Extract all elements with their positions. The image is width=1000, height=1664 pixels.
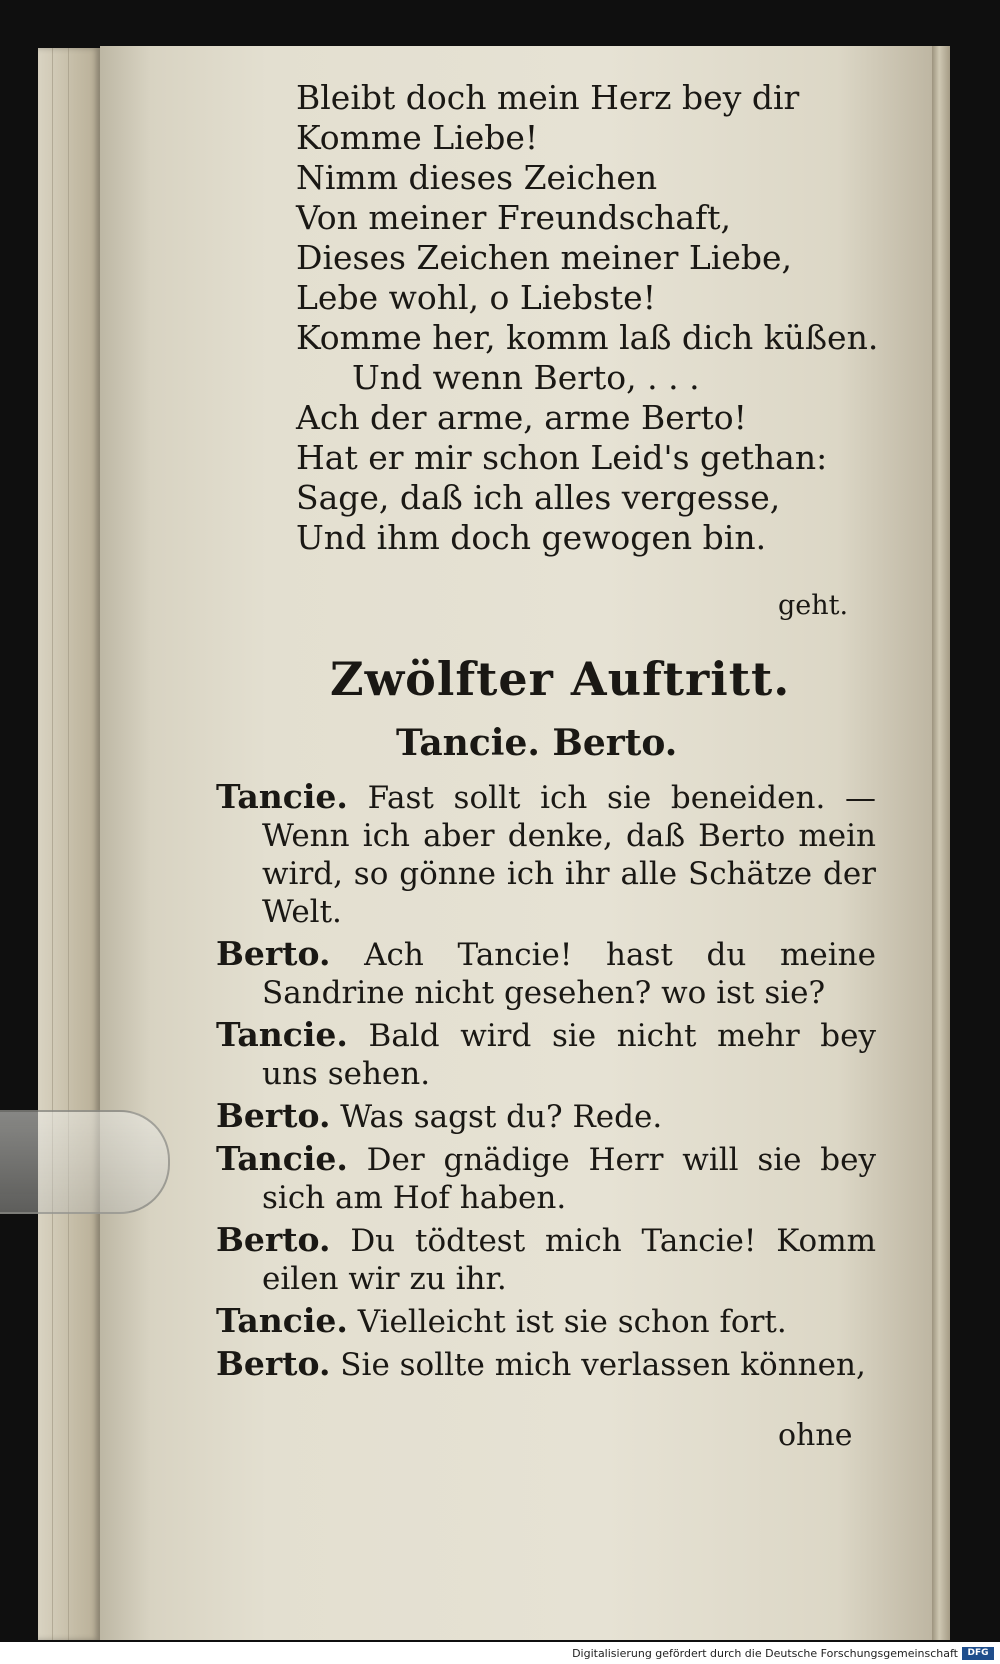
dfg-logo: DFG	[962, 1647, 994, 1660]
speech-text: Du tödtest mich Tancie! Komm eilen wir zu ihr.	[262, 1223, 877, 1297]
poem-line: Komme her, komm laß dich küßen.	[296, 318, 879, 357]
speaker-name: Tancie.	[216, 777, 348, 816]
poem-line: Von meiner Freundschaft,	[296, 198, 731, 237]
poem-line: Ach der arme, arme Berto!	[296, 398, 747, 437]
speech	[216, 1302, 876, 1341]
poem-line: Und wenn Berto, . . .	[352, 358, 700, 397]
speaker-name: Berto.	[216, 934, 331, 973]
speaker-name: Tancie.	[216, 1301, 348, 1340]
speaker-name: Berto.	[216, 1344, 331, 1383]
dialogue	[216, 778, 876, 1388]
speech-text: Sie sollte mich verlassen können,	[340, 1347, 866, 1383]
scene-heading: Zwölfter Auftritt.	[330, 652, 791, 706]
poem-line: Nimm dieses Zeichen	[296, 158, 658, 197]
poem-line: Komme Liebe!	[296, 118, 539, 157]
speech-text: Was sagst du? Rede.	[340, 1099, 663, 1135]
speech	[216, 1221, 876, 1298]
page-holder-clip	[0, 1110, 170, 1214]
speaker-name: Tancie.	[216, 1139, 348, 1178]
speech-text: Bald wird sie nicht mehr bey uns sehen.	[262, 1018, 876, 1092]
speaker-name: Berto.	[216, 1220, 331, 1259]
speech	[216, 935, 876, 1012]
poem-line: Hat er mir schon Leid's gethan:	[296, 438, 828, 477]
scene-persons: Tancie. Berto.	[396, 722, 678, 764]
catchword: ohne	[778, 1418, 853, 1453]
page-block-edge	[38, 48, 100, 1640]
speech-text: Ach Tancie! hast du meine Sandrine nicht gesehen? wo ist sie?	[262, 937, 876, 1011]
speech	[216, 1345, 876, 1384]
poem-line: Lebe wohl, o Liebste!	[296, 278, 656, 317]
poem-line: Sage, daß ich alles vergesse,	[296, 478, 781, 517]
footer-credit: Digitalisierung gefördert durch die Deutsche Forschungsgemeinschaft	[572, 1647, 958, 1660]
speech	[216, 778, 876, 931]
speech	[216, 1140, 876, 1217]
page-right-edge	[932, 46, 950, 1640]
speech-text: Der gnädige Herr will sie bey sich am Hof haben.	[262, 1142, 876, 1216]
poem-line: Bleibt doch mein Herz bey dir	[296, 78, 800, 117]
poem-line: Dieses Zeichen meiner Liebe,	[296, 238, 793, 277]
stage-direction: geht.	[778, 590, 849, 621]
speech-text: Fast sollt ich sie beneiden. — Wenn ich aber denke, daß Berto mein wird, so gönne ich ihr alle Schätze der Welt.	[262, 780, 877, 930]
poem	[296, 78, 878, 558]
footer-bar	[0, 1642, 1000, 1664]
poem-line: Und ihm doch gewogen bin.	[296, 518, 767, 557]
speaker-name: Berto.	[216, 1096, 331, 1135]
speech	[216, 1016, 876, 1093]
speech	[216, 1097, 876, 1136]
speech-text: Vielleicht ist sie schon fort.	[357, 1304, 787, 1340]
speaker-name: Tancie.	[216, 1015, 348, 1054]
